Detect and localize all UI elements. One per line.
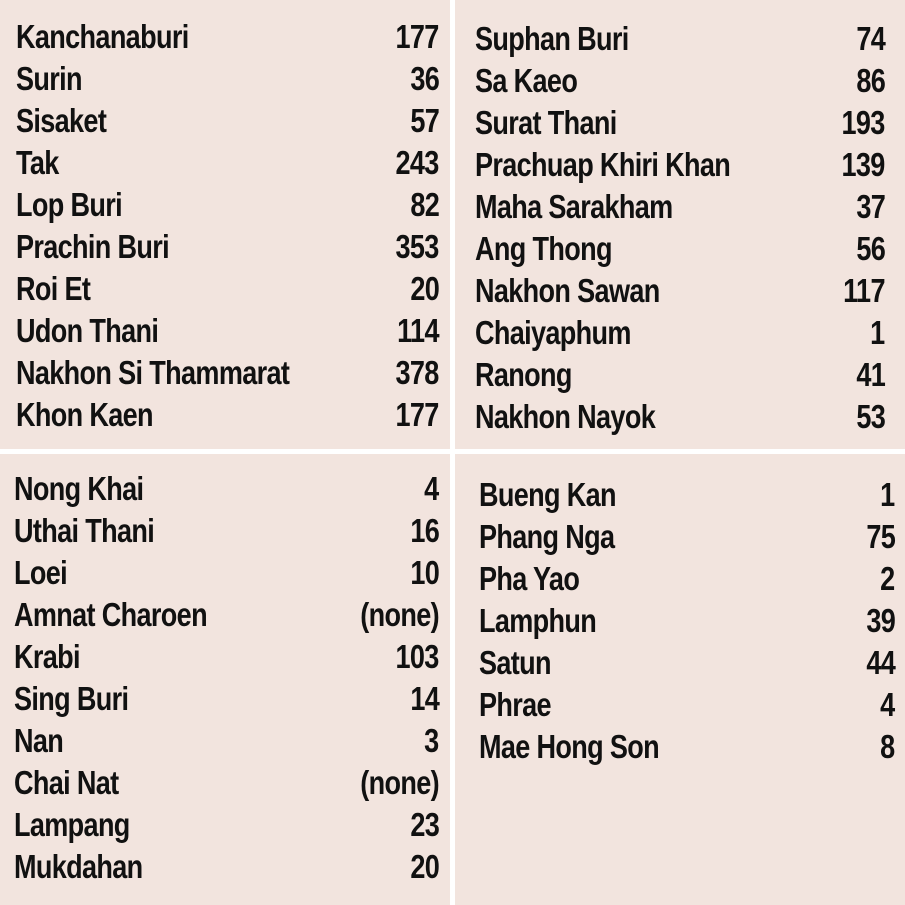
province-panel-top-right bbox=[455, 0, 905, 449]
province-row bbox=[475, 144, 885, 186]
province-row bbox=[16, 142, 439, 184]
province-name: Sing Buri bbox=[14, 680, 129, 717]
province-row bbox=[14, 552, 439, 594]
province-row bbox=[479, 516, 895, 558]
province-name: Chai Nat bbox=[14, 764, 119, 801]
province-value: 114 bbox=[397, 312, 439, 349]
province-value: 139 bbox=[841, 146, 885, 183]
province-value: 177 bbox=[395, 18, 439, 55]
province-value: 20 bbox=[410, 270, 439, 307]
province-name: Amnat Charoen bbox=[14, 596, 207, 633]
province-row bbox=[14, 804, 439, 846]
province-value: 53 bbox=[856, 398, 885, 435]
province-name: Mukdahan bbox=[14, 848, 143, 885]
province-row bbox=[16, 394, 439, 436]
province-row bbox=[479, 642, 895, 684]
province-name: Nakhon Nayok bbox=[475, 398, 656, 435]
province-row bbox=[16, 100, 439, 142]
province-value: 353 bbox=[395, 228, 439, 265]
province-value: 10 bbox=[410, 554, 439, 591]
province-row bbox=[479, 558, 895, 600]
province-name: Lamphun bbox=[479, 602, 597, 639]
province-name: Tak bbox=[16, 144, 59, 181]
province-row bbox=[16, 352, 439, 394]
province-name: Phang Nga bbox=[479, 518, 615, 555]
province-name: Loei bbox=[14, 554, 68, 591]
province-name: Prachin Buri bbox=[16, 228, 170, 265]
province-value: 75 bbox=[866, 518, 895, 555]
province-name: Roi Et bbox=[16, 270, 91, 307]
province-value: 44 bbox=[866, 644, 895, 681]
province-value: 378 bbox=[395, 354, 439, 391]
province-row bbox=[475, 228, 885, 270]
province-row bbox=[16, 184, 439, 226]
province-row bbox=[16, 310, 439, 352]
province-name: Phrae bbox=[479, 686, 551, 723]
province-value: 193 bbox=[841, 104, 885, 141]
province-value: 103 bbox=[395, 638, 439, 675]
province-value: 2 bbox=[880, 560, 895, 597]
province-row bbox=[479, 474, 895, 516]
province-row bbox=[16, 268, 439, 310]
province-name: Surat Thani bbox=[475, 104, 617, 141]
province-name: Krabi bbox=[14, 638, 80, 675]
province-value: 82 bbox=[410, 186, 439, 223]
province-name: Pha Yao bbox=[479, 560, 580, 597]
province-row bbox=[479, 726, 895, 768]
province-list bbox=[479, 474, 895, 768]
province-row bbox=[475, 60, 885, 102]
province-name: Mae Hong Son bbox=[479, 728, 660, 765]
province-row bbox=[16, 58, 439, 100]
province-row bbox=[475, 186, 885, 228]
province-name: Maha Sarakham bbox=[475, 188, 673, 225]
province-value: 117 bbox=[843, 272, 885, 309]
province-row bbox=[14, 846, 439, 888]
province-value: 20 bbox=[410, 848, 439, 885]
province-value: 1 bbox=[880, 476, 895, 513]
province-name: Nan bbox=[14, 722, 64, 759]
province-value: 4 bbox=[424, 470, 439, 507]
province-name: Sa Kaeo bbox=[475, 62, 578, 99]
province-value: 56 bbox=[856, 230, 885, 267]
province-row bbox=[14, 678, 439, 720]
province-row bbox=[14, 594, 439, 636]
province-name: Suphan Buri bbox=[475, 20, 629, 57]
province-name: Ranong bbox=[475, 356, 572, 393]
province-name: Surin bbox=[16, 60, 82, 97]
province-panel-bottom-right bbox=[455, 454, 905, 905]
province-list bbox=[475, 18, 885, 438]
province-name: Nakhon Si Thammarat bbox=[16, 354, 290, 391]
province-value: 37 bbox=[856, 188, 885, 225]
province-name: Lop Buri bbox=[16, 186, 122, 223]
province-value: (none) bbox=[360, 596, 439, 633]
province-name: Ang Thong bbox=[475, 230, 612, 267]
province-name: Satun bbox=[479, 644, 551, 681]
province-list bbox=[16, 16, 439, 436]
province-value: 86 bbox=[856, 62, 885, 99]
province-name: Lampang bbox=[14, 806, 130, 843]
province-name: Sisaket bbox=[16, 102, 107, 139]
province-value: 23 bbox=[410, 806, 439, 843]
province-row bbox=[14, 468, 439, 510]
province-name: Chaiyaphum bbox=[475, 314, 631, 351]
province-name: Khon Kaen bbox=[16, 396, 153, 433]
province-panel-top-left bbox=[0, 0, 450, 449]
province-row bbox=[16, 16, 439, 58]
province-list bbox=[14, 468, 439, 888]
province-value: 243 bbox=[395, 144, 439, 181]
province-panel-bottom-left bbox=[0, 454, 450, 905]
province-row bbox=[479, 600, 895, 642]
province-row bbox=[475, 354, 885, 396]
province-row bbox=[14, 510, 439, 552]
province-value: 4 bbox=[880, 686, 895, 723]
province-name: Prachuap Khiri Khan bbox=[475, 146, 731, 183]
province-row bbox=[475, 102, 885, 144]
province-value: 1 bbox=[870, 314, 885, 351]
province-value: 177 bbox=[395, 396, 439, 433]
province-name: Uthai Thani bbox=[14, 512, 155, 549]
province-row bbox=[475, 18, 885, 60]
province-value: (none) bbox=[360, 764, 439, 801]
province-name: Nong Khai bbox=[14, 470, 144, 507]
province-value: 36 bbox=[410, 60, 439, 97]
province-row bbox=[475, 396, 885, 438]
province-value: 14 bbox=[410, 680, 439, 717]
province-row bbox=[475, 270, 885, 312]
province-row bbox=[14, 720, 439, 762]
province-row bbox=[14, 762, 439, 804]
province-row bbox=[479, 684, 895, 726]
province-value: 39 bbox=[866, 602, 895, 639]
province-value: 41 bbox=[856, 356, 885, 393]
province-row bbox=[16, 226, 439, 268]
province-name: Udon Thani bbox=[16, 312, 159, 349]
province-name: Kanchanaburi bbox=[16, 18, 189, 55]
province-row bbox=[14, 636, 439, 678]
province-value: 16 bbox=[410, 512, 439, 549]
province-value: 8 bbox=[880, 728, 895, 765]
province-row bbox=[475, 312, 885, 354]
province-value: 3 bbox=[424, 722, 439, 759]
province-name: Nakhon Sawan bbox=[475, 272, 660, 309]
province-value: 74 bbox=[856, 20, 885, 57]
province-value: 57 bbox=[410, 102, 439, 139]
province-name: Bueng Kan bbox=[479, 476, 616, 513]
